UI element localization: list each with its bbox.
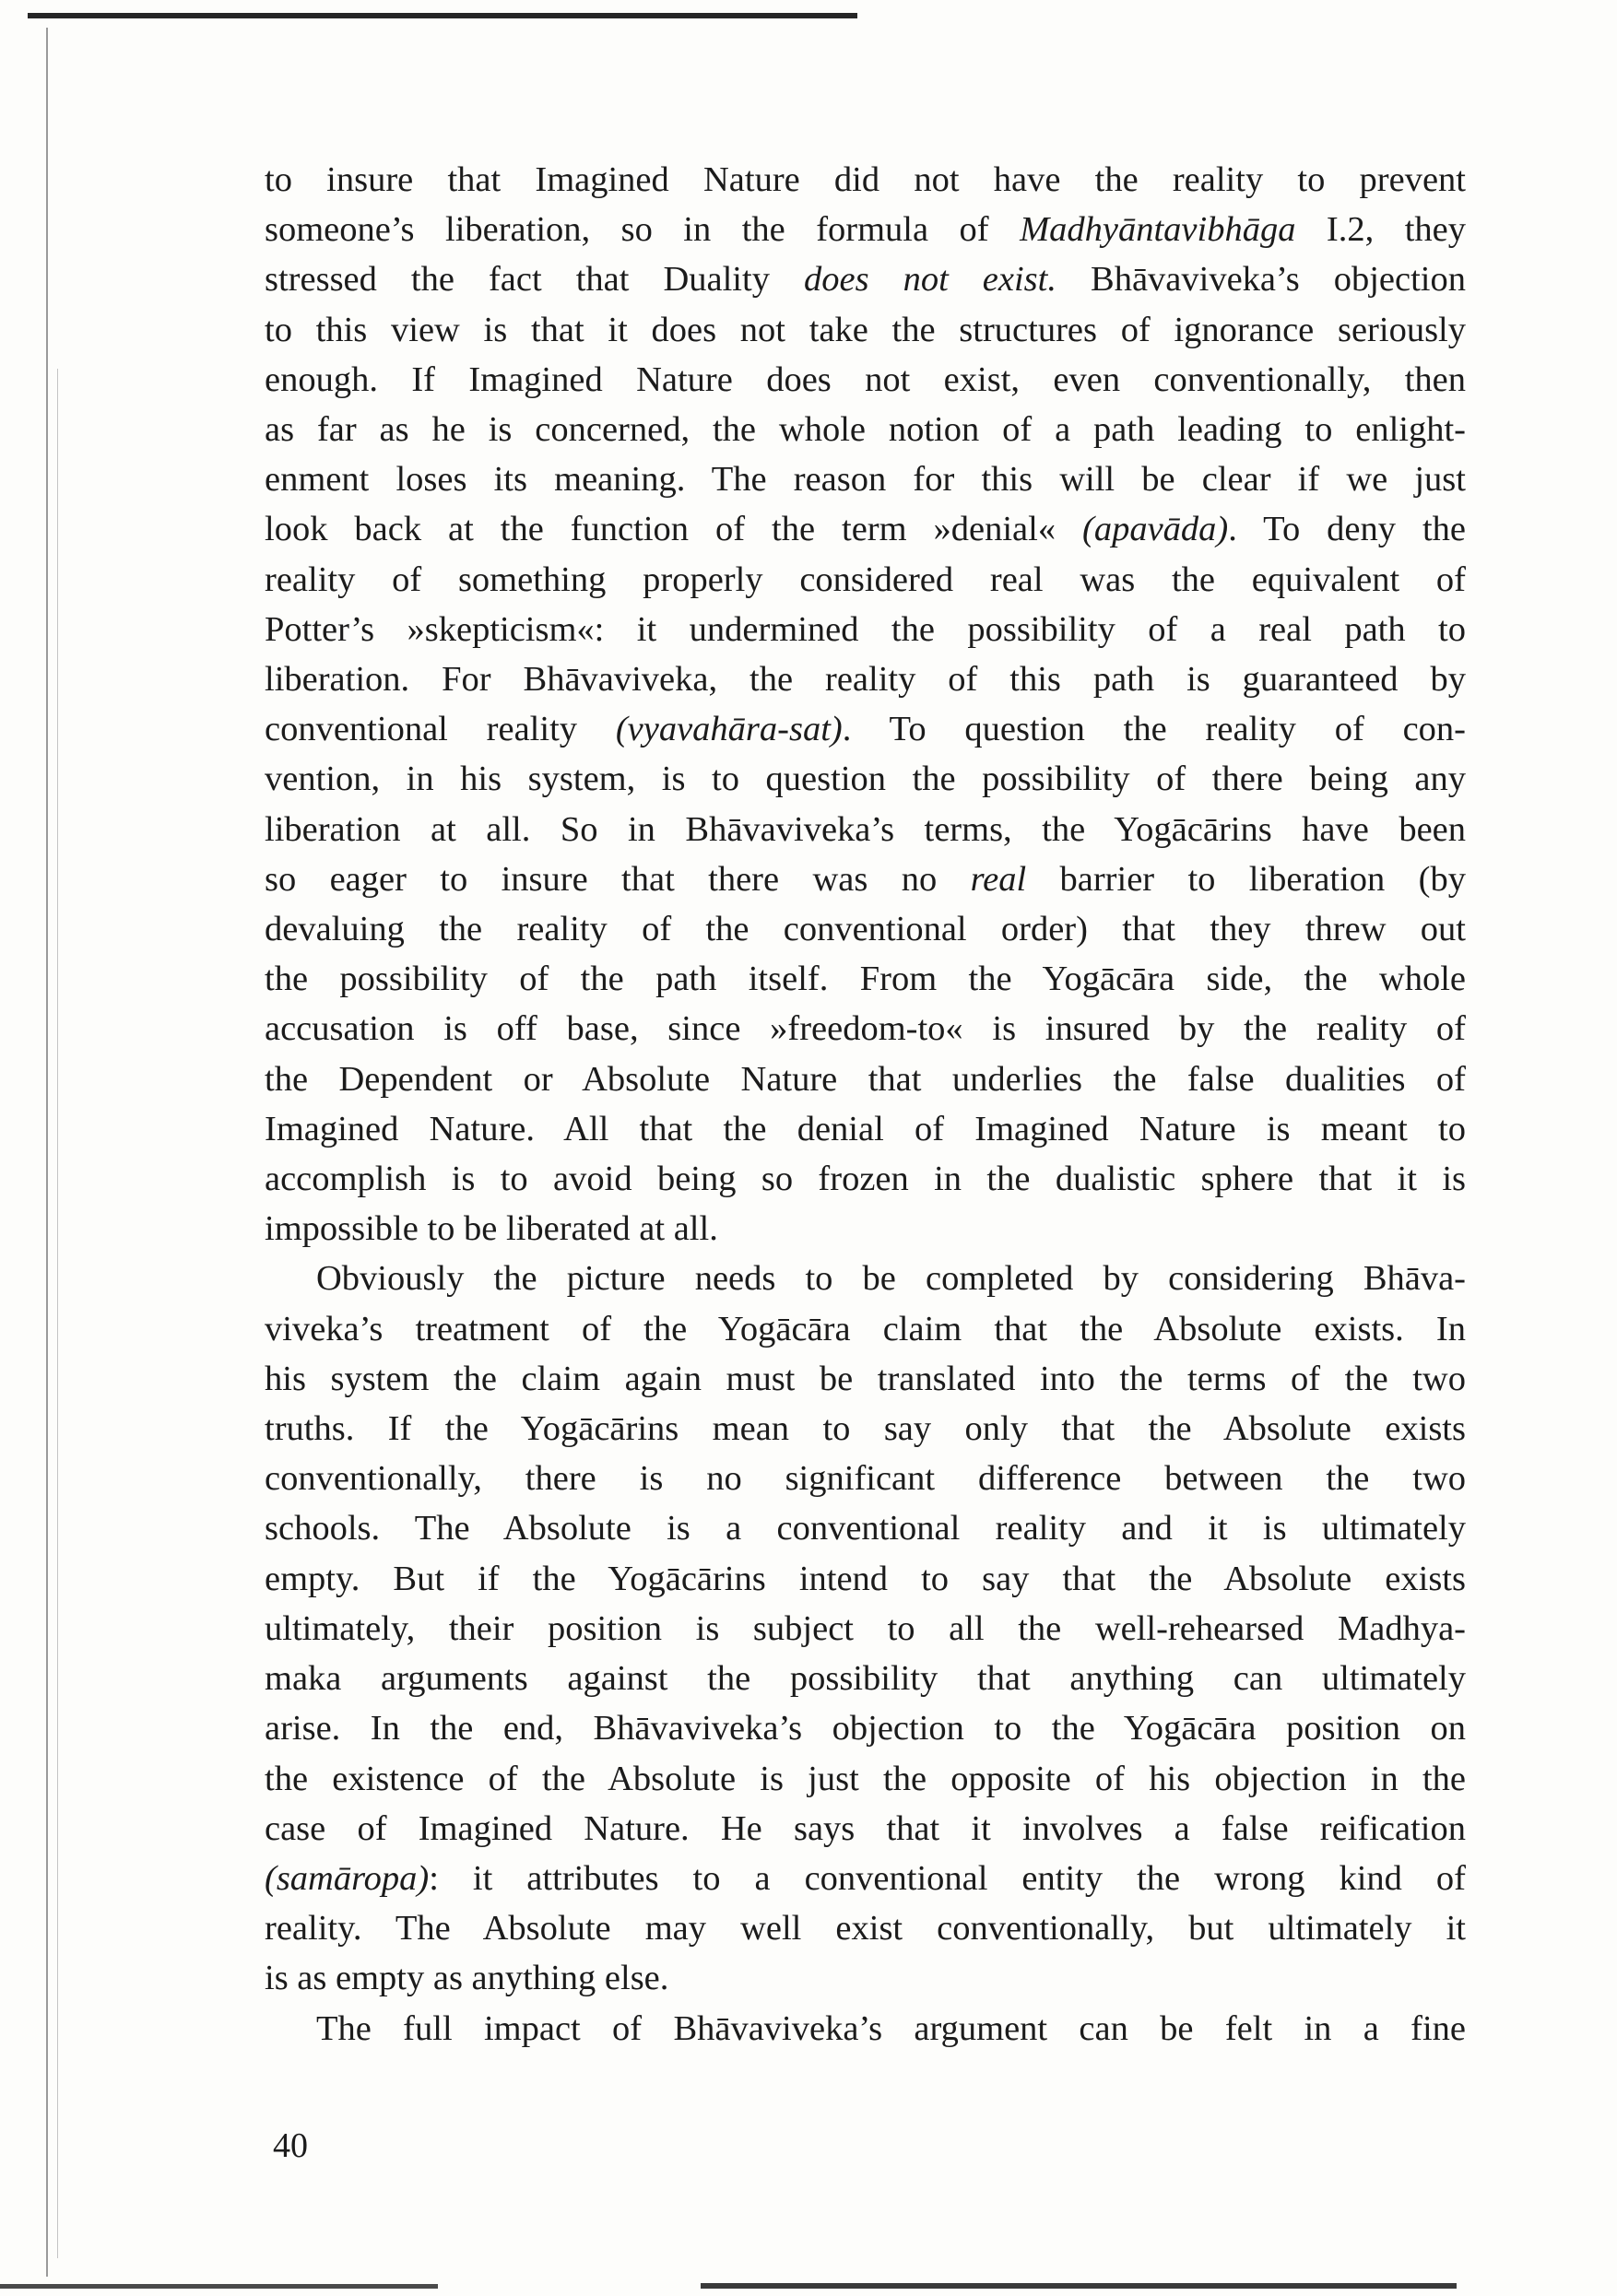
page-number: 40 [273,2126,308,2165]
text-line-main: accomplish is to avoid being so frozen in the dualistic sphere that it is [265,1160,1466,1199]
text-line [265,254,1466,304]
text-line-main: reality of something properly considered real was the equivalent of [265,559,1466,599]
text-line [265,1854,1466,1903]
text-line-italic: (vyavahāra-sat) [615,710,843,749]
text-line-main: truths. If the Yogācārins mean to say only that the Absolute exists [265,1409,1466,1449]
text-line-main: conventionally, there is no significant difference between the two [265,1459,1466,1499]
text-line [265,1654,1466,1703]
text-line [265,1604,1466,1654]
text-line-main: impossible to be liberated at all. [265,1209,718,1249]
page-body [265,155,1466,2054]
text-line [265,355,1466,405]
text-line-main: the existence of the Absolute is just the opposite of his objection in the [265,1759,1466,1798]
text-line [265,805,1466,854]
text-line-main: his system the claim again must be translated into the terms of the two [265,1359,1466,1398]
text-line-after: I.2, they [1295,210,1466,250]
text-line-main: liberation. For Bhāvaviveka, the reality of this path is guaranteed by [265,660,1466,700]
text-line [265,1503,1466,1553]
text-line-main: reality. The Absolute may well exist conventionally, but ultimately it [265,1909,1466,1949]
text-line [265,954,1466,1004]
text-line [265,1903,1466,1953]
text-line-main: enough. If Imagined Nature does not exist, even conventionally, then [265,359,1466,399]
text-line-main: viveka’s treatment of the Yogācāra claim that the Absolute exists. In [265,1309,1466,1348]
text-line-main: arise. In the end, Bhāvaviveka’s objection to the Yogācāra position on [265,1709,1466,1748]
text-line [265,1454,1466,1503]
text-line-main: the Dependent or Absolute Nature that underlies the false dualities of [265,1059,1466,1099]
text-line-main: maka arguments against the possibility that anything can ultimately [265,1659,1466,1699]
text-line [265,2004,1466,2054]
text-line [265,205,1466,254]
text-line-main: empty. But if the Yogācārins intend to say that the Absolute exists [265,1559,1466,1598]
text-line-italic: Madhyāntavibhāga [1020,210,1296,250]
text-line-after: Bhāvaviveka’s objection [1056,260,1466,300]
text-line [265,405,1466,454]
text-line [265,1554,1466,1604]
text-line-main: enment loses its meaning. The reason for this will be clear if we just [265,460,1466,500]
text-line [265,1404,1466,1454]
text-line-main: The full impact of Bhāvaviveka’s argument can be felt in a fine [316,2008,1466,2048]
text-line [265,904,1466,954]
text-line [265,654,1466,704]
text-line [265,1104,1466,1154]
text-line [265,305,1466,355]
text-line-main: accusation is off base, since »freedom-to« is insured by the reality of [265,1009,1466,1049]
text-line [265,1354,1466,1404]
text-line-after: : it attributes to a conventional entity the wrong kind of [429,1858,1466,1898]
text-line-main: to this view is that it does not take the structures of ignorance seriously [265,310,1466,349]
text-line-main: someone’s liberation, so in the formula of [265,210,1021,250]
text-line [265,454,1466,504]
text-line [265,605,1466,654]
text-line-main: devaluing the reality of the conventional order) that they threw out [265,910,1466,949]
left-scan-border-inner [57,369,58,2258]
bottom-scan-border-right [701,2283,1457,2289]
text-line-main: vention, in his system, is to question the possibility of there being any [265,759,1466,799]
text-line-main: as far as he is concerned, the whole notion of a path leading to enlight- [265,410,1466,450]
text-line-after: barrier to liberation (by [1026,859,1466,899]
text-line-main: Imagined Nature. All that the denial of Imagined Nature is meant to [265,1109,1466,1148]
text-line-main: is as empty as anything else. [265,1959,669,1998]
text-line-main: case of Imagined Nature. He says that it involves a false reification [265,1808,1466,1848]
text-line [265,155,1466,205]
text-line-main: Obviously the picture needs to be completed by considering Bhāva- [316,1259,1466,1299]
text-line-italic: (apavāda) [1082,510,1229,549]
bottom-scan-border-left [0,2284,438,2289]
text-line-main: Potter’s »skepticism«: it undermined the possibility of a real path to [265,609,1466,649]
text-line-italic: (samāropa) [265,1858,430,1898]
text-line [265,555,1466,605]
text-line [265,854,1466,904]
left-scan-border [46,28,48,2277]
text-line [265,1054,1466,1104]
top-scan-border [28,13,857,18]
text-line [265,1204,1466,1254]
text-line-after: . To question the reality of con- [842,710,1466,749]
text-line [265,1953,1466,2003]
text-line [265,1703,1466,1753]
text-line [265,1254,1466,1303]
text-line [265,1804,1466,1854]
text-line-main: look back at the function of the term »denial« [265,510,1083,549]
text-line-main: ultimately, their position is subject to all the well-rehearsed Madhya- [265,1608,1466,1648]
text-line [265,1154,1466,1204]
text-line [265,1304,1466,1354]
text-line-after: . To deny the [1228,510,1466,549]
text-line-italic: does not exist. [803,260,1056,300]
text-line [265,1754,1466,1804]
text-line-main: conventional reality [265,710,616,749]
text-line-main: to insure that Imagined Nature did not have the reality to prevent [265,160,1466,199]
text-line [265,504,1466,554]
text-line [265,1004,1466,1054]
text-line-main: liberation at all. So in Bhāvaviveka’s terms, the Yogācārins have been [265,809,1466,849]
text-line-main: the possibility of the path itself. From the Yogācāra side, the whole [265,960,1466,999]
text-line-main: stressed the fact that Duality [265,260,804,300]
text-line [265,704,1466,754]
text-line-italic: real [970,859,1027,899]
text-line [265,754,1466,804]
text-line-main: schools. The Absolute is a conventional reality and it is ultimately [265,1509,1466,1548]
text-line-main: so eager to insure that there was no [265,859,971,899]
